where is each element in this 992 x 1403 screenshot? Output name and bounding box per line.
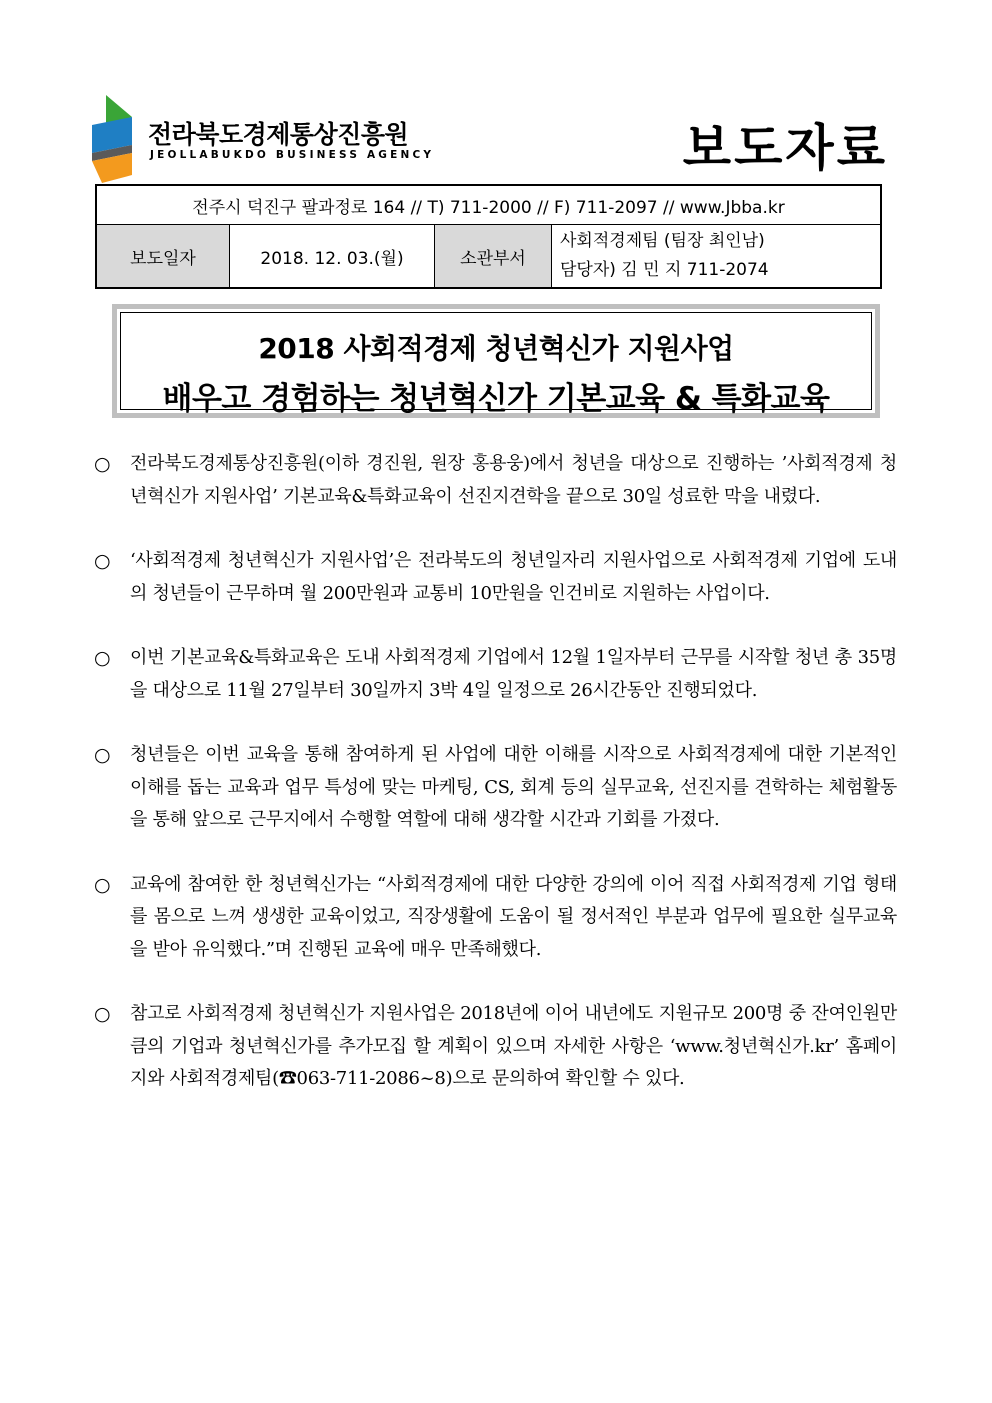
paragraph (94, 998, 897, 1096)
headline-line-2: 배우고 경험하는 청년혁신가 기본교육 & 특화교육 (162, 381, 830, 417)
paragraph (94, 448, 897, 513)
org-name: 전라북도경제통상진흥원 (148, 120, 409, 149)
department-label: 소관부서 (435, 225, 552, 289)
paragraph (94, 869, 897, 967)
bullet-circle-icon: ○ (94, 550, 111, 572)
paragraph (94, 545, 897, 610)
paragraph-text: 전라북도경제통상진흥원(이하 경진원, 원장 홍용웅)에서 청년을 대상으로 진행하는 ’사회적경제 청년혁신가 지원사업’ 기본교육&특화교육이 선진지견학을 끝으로 30일 성료한 막을 내렸다. (130, 453, 897, 507)
department-value (552, 225, 882, 289)
article-body (94, 448, 897, 1128)
department-team: 사회적경제팀 (팀장 최인남) (560, 231, 765, 251)
headline-line-1: 2018 사회적경제 청년혁신가 지원사업 (258, 332, 734, 365)
paragraph (94, 739, 897, 837)
paragraph-text: 교육에 참여한 한 청년혁신가는 “사회적경제에 대한 다양한 강의에 이어 직접 사회적경제 기업 형태를 몸으로 느껴 생생한 교육이었고, 직장생활에 도움이 될 정서적인 부분과 업무에 필요한 실무교육을 받아 유익했다.”며 진행된 교육에 매우 만족해했다. (130, 873, 897, 960)
org-logo-mark-icon (92, 95, 142, 183)
headline-box (112, 304, 880, 418)
org-logo (92, 95, 435, 185)
release-info-row (96, 225, 881, 289)
paragraph-text: 이번 기본교육&특화교육은 도내 사회적경제 기업에서 12월 1일자부터 근무를 시작할 청년 총 35명을 대상으로 11월 27일부터 30일까지 3박 4일 일정으로 26시간동안 진행되었다. (130, 647, 897, 701)
bullet-circle-icon: ○ (94, 1003, 111, 1025)
bullet-circle-icon: ○ (94, 744, 111, 766)
headline-frame (120, 312, 872, 417)
paragraph-text: ‘사회적경제 청년혁신가 지원사업’은 전라북도의 청년일자리 지원사업으로 사회적경제 기업에 도내의 청년들이 근무하며 월 200만원과 교통비 10만원을 인건비로 지원하는 사업이다. (130, 550, 897, 604)
document-type: 보도자료 (682, 119, 888, 177)
press-info-table (95, 184, 882, 289)
bullet-circle-icon: ○ (94, 453, 111, 475)
release-date-value: 2018. 12. 03.(월) (230, 225, 435, 289)
paragraph (94, 642, 897, 707)
paragraph-text: 청년들은 이번 교육을 통해 참여하게 된 사업에 대한 이해를 시작으로 사회적경제에 대한 기본적인 이해를 돕는 교육과 업무 특성에 맞는 마케팅, CS, 회계 등의 실무교육, 선진지를 견학하는 체험활동을 통해 앞으로 근무지에서 수행할 역할에 대해 생각할 시간과 기회를 가졌다. (130, 744, 897, 830)
org-english-name: JEOLLABUKDO BUSINESS AGENCY (150, 149, 435, 161)
paragraph-text: 참고로 사회적경제 청년혁신가 지원사업은 2018년에 이어 내년에도 지원규모 200명 중 잔여인원만큼의 기업과 청년혁신가를 추가모집 할 계획이 있으며 자세한 사항은 ‘www.청년혁신가.kr’ 홈페이지와 사회적경제팀(☎063-711-2086~8)으로 문의하여 확인할 수 있다. (130, 1003, 897, 1089)
bullet-circle-icon: ○ (94, 647, 111, 669)
department-contact: 담당자) 김 민 지 711-2074 (560, 260, 769, 280)
bullet-circle-icon: ○ (94, 873, 111, 896)
address-row (96, 185, 881, 225)
release-date-label: 보도일자 (96, 225, 230, 289)
contact-address: 전주시 덕진구 팔과정로 164 // T) 711-2000 // F) 711-2097 // www.Jbba.kr (96, 185, 881, 225)
